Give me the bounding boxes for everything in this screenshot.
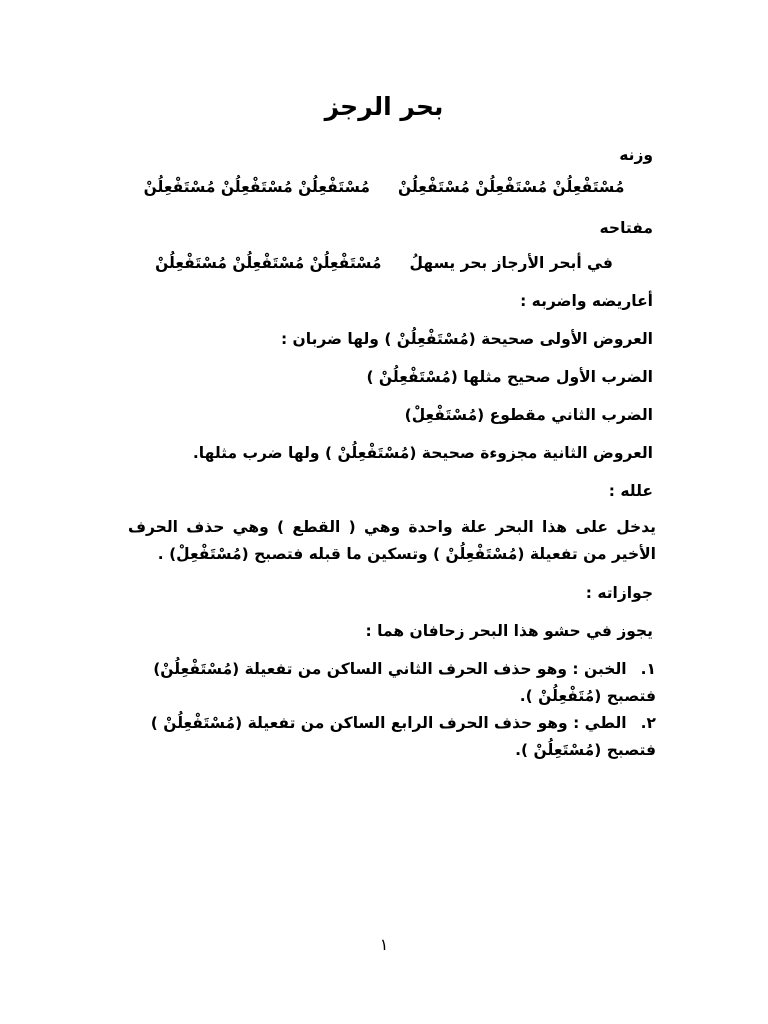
wazn-hemistich-2: مُسْتَفْعِلُنْ مُسْتَفْعِلُنْ مُسْتَفْعِلُنْ — [143, 178, 370, 196]
list-item-text: الخبن : وهو حذف الحرف الثاني الساكن من تفعيلة (مُسْتَفْعِلُنْ) فتصبح (مُتَفْعِلُنْ ). — [153, 660, 656, 705]
page-title: بحر الرجز — [324, 92, 444, 121]
miftah-feet: مُسْتَفْعِلُنْ مُسْتَفْعِلُنْ مُسْتَفْعِلُنْ — [155, 254, 382, 272]
jawazat-intro: يجوز في حشو هذا البحر زحافان هما : — [365, 622, 653, 640]
list-item-number: ١. — [640, 660, 656, 678]
aarid-label: أعاريضه واضربه : — [520, 292, 653, 310]
list-item — [136, 656, 656, 710]
arud-2: العروض الثانية مجزوءة صحيحة (مُسْتَفْعِلُنْ ) ولها ضرب مثلها. — [192, 444, 653, 462]
arud-1: العروض الأولى صحيحة (مُسْتَفْعِلُنْ ) ولها ضربان : — [280, 330, 653, 348]
list-item — [136, 710, 656, 764]
darb-1: الضرب الأول صحيح مثلها (مُسْتَفْعِلُنْ ) — [366, 368, 653, 386]
wazn-hemistich-1: مُسْتَفْعِلُنْ مُسْتَفْعِلُنْ مُسْتَفْعِلُنْ — [398, 178, 625, 196]
illa-paragraph: يدخل على هذا البحر علة واحدة وهي ( القطع ) وهي حذف الحرف الأخير من تفعيلة (مُسْتَفْعِلُنْ ) وتسكين ما قبله فتصبح (مُسْتَفْعِلْ) . — [128, 518, 656, 563]
miftah-text: في أبحر الأرجاز بحر يسهلُ — [409, 254, 613, 272]
wazn-label: وزنه — [619, 146, 653, 164]
wazn-line — [0, 178, 768, 196]
miftah-line — [0, 254, 768, 272]
illa-label: علله : — [608, 482, 653, 500]
list-item-number: ٢. — [640, 714, 656, 732]
darb-2: الضرب الثاني مقطوع (مُسْتَفْعِلْ) — [404, 406, 653, 424]
page-number: ١ — [379, 935, 389, 954]
miftah-label: مفتاحه — [599, 219, 653, 237]
jawazat-label: جوازاته : — [585, 584, 653, 602]
list-item-text: الطي : وهو حذف الحرف الرابع الساكن من تفعيلة (مُسْتَفْعِلُنْ ) فتصبح (مُسْتَعِلُنْ ). — [150, 714, 656, 759]
